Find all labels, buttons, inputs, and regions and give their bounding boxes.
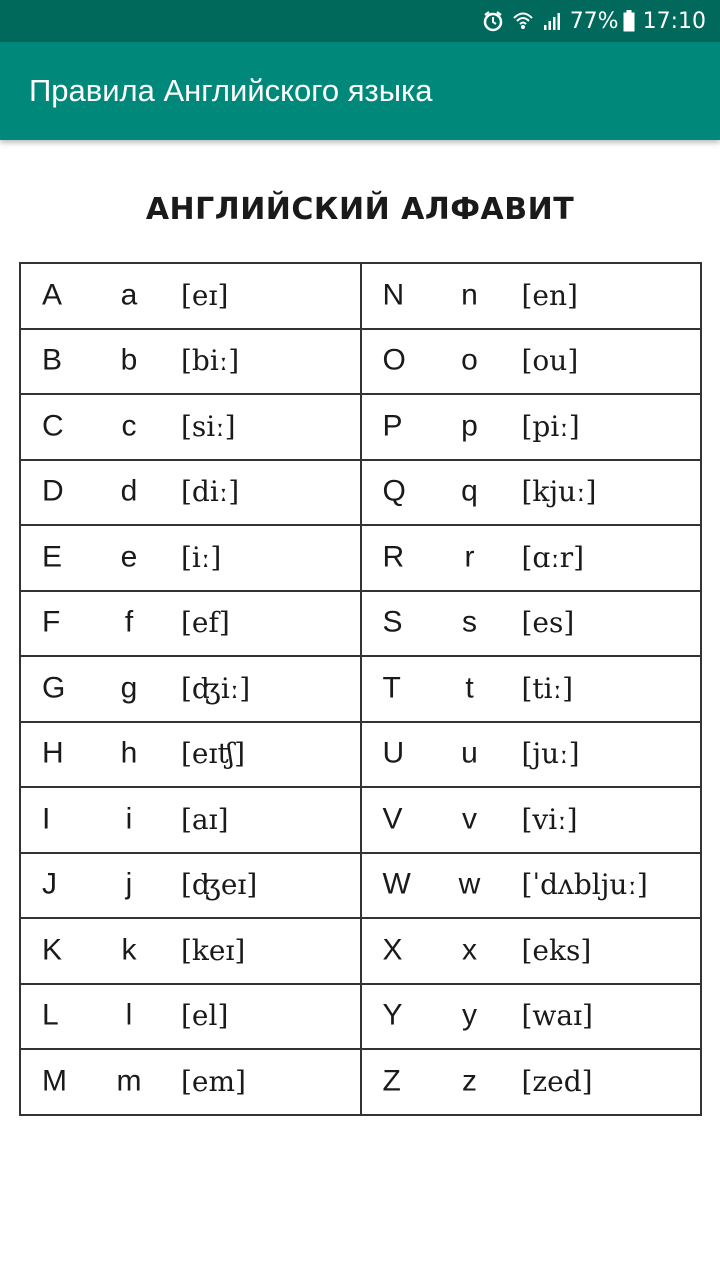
lowercase-letter: j xyxy=(125,867,133,901)
uppercase-letter: M xyxy=(42,1064,67,1098)
alphabet-title: АНГЛИЙСКИЙ АЛФАВИТ xyxy=(145,192,575,227)
uppercase-letter: Q xyxy=(382,474,406,508)
table-row xyxy=(20,787,701,853)
table-row xyxy=(20,329,701,395)
lowercase-letter: z xyxy=(462,1064,477,1098)
letter-cell xyxy=(20,591,361,657)
transcription: [aɪ] xyxy=(181,802,229,836)
status-bar xyxy=(0,0,720,42)
lowercase-letter: m xyxy=(116,1064,142,1098)
letter-cell xyxy=(361,525,702,591)
lowercase-letter: q xyxy=(461,474,478,508)
uppercase-letter: H xyxy=(42,736,64,770)
letter-cell xyxy=(20,918,361,984)
uppercase-letter: R xyxy=(382,540,405,574)
table-row xyxy=(20,1049,701,1115)
table-row xyxy=(20,722,701,788)
lowercase-letter: s xyxy=(462,605,477,639)
letter-cell xyxy=(361,460,702,526)
app-bar xyxy=(0,42,720,140)
lowercase-letter: t xyxy=(465,671,474,705)
letter-cell xyxy=(20,853,361,919)
letter-cell xyxy=(361,787,702,853)
lowercase-letter: b xyxy=(120,343,138,377)
letter-cell xyxy=(361,984,702,1050)
letter-cell xyxy=(20,656,361,722)
table-row xyxy=(20,460,701,526)
signal-icon xyxy=(542,11,562,31)
lowercase-letter: h xyxy=(120,736,138,770)
table-row xyxy=(20,263,701,329)
letter-cell xyxy=(20,394,361,460)
uppercase-letter: D xyxy=(42,474,64,508)
transcription: [tiː] xyxy=(521,671,573,705)
lowercase-letter: l xyxy=(125,998,133,1032)
letter-cell xyxy=(361,853,702,919)
letter-cell xyxy=(361,722,702,788)
letter-cell xyxy=(20,787,361,853)
transcription: [eks] xyxy=(521,933,592,967)
uppercase-letter: Y xyxy=(382,998,403,1032)
lowercase-letter: x xyxy=(462,933,477,967)
alphabet-table xyxy=(19,262,702,1116)
uppercase-letter: I xyxy=(42,802,51,836)
lowercase-letter: w xyxy=(458,867,481,901)
transcription: [eɪʧ] xyxy=(181,737,246,771)
letter-cell xyxy=(361,329,702,395)
table-row xyxy=(20,853,701,919)
lowercase-letter: o xyxy=(461,343,478,377)
clock-time: 17:10 xyxy=(642,8,706,34)
uppercase-letter: T xyxy=(382,671,401,705)
uppercase-letter: U xyxy=(382,736,405,770)
letter-cell xyxy=(361,394,702,460)
uppercase-letter: J xyxy=(42,867,57,901)
letter-cell xyxy=(20,329,361,395)
transcription: [diː] xyxy=(181,475,240,509)
transcription: [en] xyxy=(521,278,578,312)
uppercase-letter: K xyxy=(42,933,63,967)
letter-cell xyxy=(20,525,361,591)
letter-cell xyxy=(361,591,702,657)
lowercase-letter: e xyxy=(120,540,138,574)
letter-cell xyxy=(361,1049,702,1115)
letter-cell xyxy=(20,1049,361,1115)
lowercase-letter: u xyxy=(461,736,478,770)
table-row xyxy=(20,918,701,984)
transcription: [kjuː] xyxy=(521,475,597,509)
transcription: [ˈdʌbljuː] xyxy=(521,868,648,902)
transcription: [es] xyxy=(521,606,575,640)
transcription: [waɪ] xyxy=(521,999,593,1033)
uppercase-letter: C xyxy=(42,409,64,443)
uppercase-letter: S xyxy=(382,605,403,639)
lowercase-letter: k xyxy=(121,933,137,967)
transcription: [keɪ] xyxy=(181,933,246,967)
battery-percent: 77% xyxy=(569,8,619,34)
uppercase-letter: G xyxy=(42,671,66,705)
lowercase-letter: p xyxy=(461,409,478,443)
transcription: [eɪ] xyxy=(181,278,229,312)
uppercase-letter: W xyxy=(382,867,411,901)
letter-cell xyxy=(361,263,702,329)
lowercase-letter: a xyxy=(120,278,138,312)
transcription: [ɑːr] xyxy=(521,540,585,574)
alarm-icon xyxy=(482,10,504,32)
transcription: [ou] xyxy=(521,344,579,378)
uppercase-letter: P xyxy=(382,409,403,443)
table-row xyxy=(20,984,701,1050)
uppercase-letter: O xyxy=(382,343,406,377)
transcription: [zed] xyxy=(521,1064,593,1098)
table-row xyxy=(20,394,701,460)
lowercase-letter: v xyxy=(462,802,477,836)
lowercase-letter: c xyxy=(121,409,137,443)
uppercase-letter: V xyxy=(382,802,403,836)
lowercase-letter: g xyxy=(120,671,138,705)
transcription: [ʤeɪ] xyxy=(181,868,258,902)
transcription: [viː] xyxy=(521,802,578,836)
battery-icon xyxy=(623,10,635,32)
uppercase-letter: Z xyxy=(382,1064,401,1098)
transcription: [siː] xyxy=(181,409,236,443)
letter-cell xyxy=(20,460,361,526)
letter-cell xyxy=(20,263,361,329)
app-title: Правила Английского языка xyxy=(29,73,433,108)
lowercase-letter: f xyxy=(124,605,134,639)
transcription: [ef] xyxy=(181,606,230,640)
lowercase-letter: y xyxy=(462,998,477,1032)
table-row xyxy=(20,656,701,722)
table-row xyxy=(20,591,701,657)
transcription: [iː] xyxy=(181,540,222,574)
lowercase-letter: n xyxy=(461,278,478,312)
letter-cell xyxy=(20,722,361,788)
transcription: [juː] xyxy=(521,737,580,771)
lowercase-letter: d xyxy=(120,474,138,508)
lowercase-letter: i xyxy=(125,802,133,836)
uppercase-letter: X xyxy=(382,933,403,967)
uppercase-letter: E xyxy=(42,540,63,574)
letter-cell xyxy=(361,918,702,984)
transcription: [ʤiː] xyxy=(181,671,251,705)
wifi-icon xyxy=(512,10,534,32)
letter-cell xyxy=(20,984,361,1050)
transcription: [biː] xyxy=(181,344,240,378)
letter-cell xyxy=(361,656,702,722)
uppercase-letter: A xyxy=(42,278,63,312)
uppercase-letter: N xyxy=(382,278,405,312)
lowercase-letter: r xyxy=(464,540,475,574)
transcription: [em] xyxy=(181,1064,246,1098)
uppercase-letter: F xyxy=(42,605,61,639)
table-row xyxy=(20,525,701,591)
uppercase-letter: L xyxy=(42,998,59,1032)
transcription: [el] xyxy=(181,999,229,1033)
transcription: [piː] xyxy=(521,409,580,443)
uppercase-letter: B xyxy=(42,343,63,377)
